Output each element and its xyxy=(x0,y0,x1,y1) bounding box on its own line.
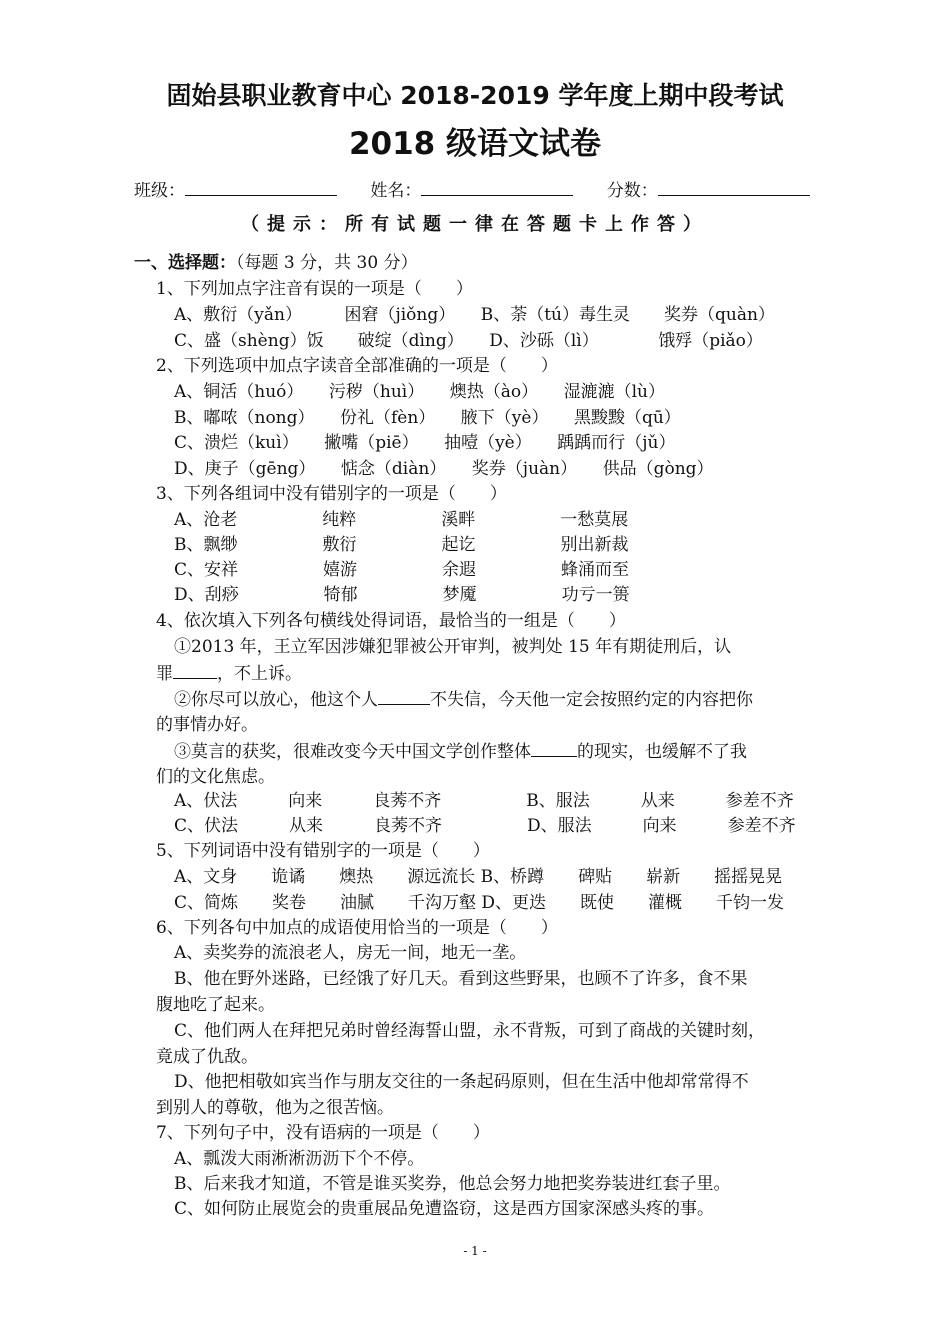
option-line: A、文身 诡谲 燠热 源远流长 B、桥蹲 碑贴 崭新 摇摇晃晃 xyxy=(174,867,783,887)
sentence-3-cont: 们的文化焦虑。 xyxy=(156,767,275,787)
score-field xyxy=(607,176,810,201)
question-stem: 5、下列词语中没有错别字的一项是（ ） xyxy=(156,841,490,861)
sentence-text: 不失信，今天他一定会按照约定的内容把你 xyxy=(430,690,753,710)
option-line: A、伏法 向来 良莠不齐 B、服法 从来 参差不齐 xyxy=(174,791,794,811)
option-line: C、盛（shèng）饭 破绽（dìng） D、沙砾（lì） 饿殍（piǎo） xyxy=(174,331,763,351)
section-heading xyxy=(134,252,418,274)
option-a: A、卖奖券的流浪老人，房无一间，地无一垄。 xyxy=(174,943,527,963)
option-b: B、嘟哝（nong） 份礼（fèn） 腋下（yè） 黑黢黢（qū） xyxy=(174,408,681,428)
option-d-cont: 到别人的尊敬，他为之很苦恼。 xyxy=(156,1098,394,1118)
name-blank xyxy=(421,179,573,196)
option-b: B、后来我才知道，不管是谁买奖券，他总会努力地把奖券装进红套子里。 xyxy=(174,1174,731,1194)
section-title: 一、选择题： xyxy=(134,253,236,273)
sentence-text: ②你尽可以放心，他这个人 xyxy=(174,690,378,710)
exam-title: 固始县职业教育中心 2018-2019 学年度上期中段考试 xyxy=(166,81,784,110)
option-a: A、沧老 纯粹 溪畔 一愁莫展 xyxy=(174,510,629,530)
sentence-3 xyxy=(174,740,747,763)
option-c: C、他们两人在拜把兄弟时曾经海誓山盟，永不背叛，可到了商战的关键时刻， xyxy=(174,1021,766,1041)
sentence-text: ，不上诉。 xyxy=(217,664,302,684)
answer-tip: （提示：所有试题一律在答题卡上作答） xyxy=(241,214,709,235)
option-line: C、伏法 从来 良莠不齐 D、服法 向来 参差不齐 xyxy=(174,816,796,836)
option-b: B、他在野外迷路，已经饿了好几天。看到这些野果，也顾不了许多，食不果 xyxy=(174,969,748,989)
option-b: B、飘缈 敷衍 起讫 别出新裁 xyxy=(174,535,629,555)
class-label: 班级： xyxy=(134,181,185,201)
sentence-1-cont xyxy=(156,662,302,685)
option-line: C、简炼 奖卷 油腻 千沟万壑 D、更迭 既使 灌概 千钧一发 xyxy=(174,893,785,913)
option-c: C、如何防止展览会的贵重展品免遭盗窃，这是西方国家深感头疼的事。 xyxy=(174,1199,715,1219)
sentence-text: 罪 xyxy=(156,664,173,684)
fill-blank xyxy=(378,688,430,705)
class-blank xyxy=(185,179,337,196)
option-d: D、庚子（gēng） 惦念（diàn） 奖券（juàn） 供品（gòng） xyxy=(174,459,714,479)
question-stem: 2、下列选项中加点字读音全部准确的一项是（ ） xyxy=(156,356,558,376)
option-c-cont: 竟成了仇敌。 xyxy=(156,1047,258,1067)
option-c: C、溃烂（kuì） 撇嘴（piē） 抽噎（yè） 踽踽而行（jǔ） xyxy=(174,433,676,453)
option-d: D、他把相敬如宾当作与朋友交往的一条起码原则，但在生活中他却常常得不 xyxy=(174,1072,749,1092)
paper-title: 2018 级语文试卷 xyxy=(348,126,602,162)
section-note: （每题 3 分，共 30 分） xyxy=(236,253,418,273)
score-blank xyxy=(658,179,810,196)
student-info-row xyxy=(134,176,838,201)
question-stem: 4、依次填入下列各句横线处得词语，最恰当的一组是（ ） xyxy=(156,611,626,631)
option-a: A、瓢泼大雨淅淅沥沥下个不停。 xyxy=(174,1149,425,1169)
name-label: 姓名： xyxy=(370,181,422,201)
sentence-text: ③莫言的获奖，很难改变今天中国文学创作整体 xyxy=(174,742,531,762)
fill-blank xyxy=(173,662,217,679)
option-line: A、敷衍（yǎn） 困窘（jiǒng） B、荼（tú）毒生灵 奖券（quàn） xyxy=(174,305,775,325)
question-stem: 7、下列句子中，没有语病的一项是（ ） xyxy=(156,1123,490,1143)
option-b-cont: 腹地吃了起来。 xyxy=(156,995,275,1015)
option-d: D、刮痧 犄郁 梦魇 功亏一篑 xyxy=(174,585,630,605)
class-field xyxy=(134,176,337,201)
question-stem: 3、下列各组词中没有错别字的一项是（ ） xyxy=(156,484,507,504)
option-c: C、安祥 嬉游 余遐 蜂涌而至 xyxy=(174,560,630,580)
score-label: 分数： xyxy=(606,181,658,201)
option-a: A、铜活（huó） 污秽（huì） 燠热（ào） 湿漉漉（lù） xyxy=(174,382,665,402)
question-stem: 6、下列各句中加点的成语使用恰当的一项是（ ） xyxy=(156,918,558,938)
sentence-2 xyxy=(174,688,753,711)
sentence-text: 的现实，也缓解不了我 xyxy=(577,742,747,762)
sentence-1: ①2013 年，王立军因涉嫌犯罪被公开审判，被判处 15 年有期徒刑后，认 xyxy=(174,637,732,657)
name-field xyxy=(370,176,573,201)
sentence-2-cont: 的事情办好。 xyxy=(156,715,258,735)
question-stem: 1、下列加点字注音有误的一项是（ ） xyxy=(156,279,473,299)
page-number: - 1 - xyxy=(463,1244,487,1258)
fill-blank xyxy=(531,740,577,757)
